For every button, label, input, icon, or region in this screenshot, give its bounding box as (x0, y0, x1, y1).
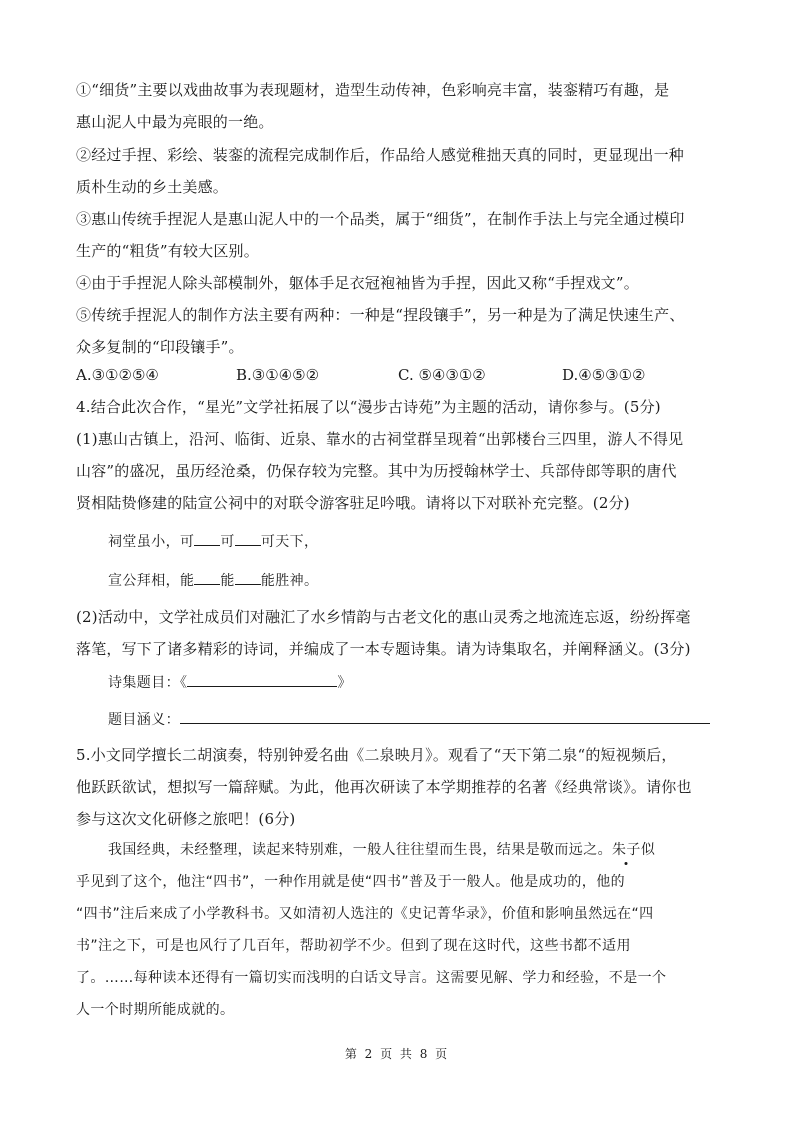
couplet-lower-blank-1[interactable] (194, 570, 220, 585)
couplet-lower (108, 570, 318, 591)
couplet-upper-part-3: 可天下， (260, 534, 319, 550)
page-number-footer: 第 2 页 共 8 页 (344, 1047, 450, 1061)
option-b: B.③①④⑤② (236, 366, 320, 384)
anthology-title-blank[interactable] (187, 672, 337, 687)
q3-item-2-line-1: ②经过手捏、彩绘、装銮的流程完成制作后，作品给人感觉稚拙天真的同时，更显现出一种 (76, 146, 685, 164)
option-c: C. ⑤④③①② (398, 366, 486, 384)
option-d: D.④⑤③①② (562, 366, 646, 384)
couplet-lower-blank-2[interactable] (235, 570, 261, 585)
anthology-meaning-label: 题目涵义： (108, 712, 180, 728)
quote-line-3: “四书”注后来成了小学教科书。又如清初人选注的《史记菁华录》，价值和影响虽然远在“四 (76, 906, 654, 922)
quote-line-1 (108, 840, 655, 860)
q3-item-4: ④由于手捏泥人除头部模制外，躯体手足衣冠袍袖皆为手捏，因此又称“手捏戏文”。 (76, 274, 639, 292)
quote-line-4: 书”注之下，可是也风行了几百年，帮助初学不少。但到了现在这时代，这些书都不适用 (76, 938, 631, 954)
couplet-upper (108, 531, 318, 552)
q3-item-2-line-2: 质朴生动的乡土美感。 (76, 178, 229, 196)
anthology-meaning-blank[interactable] (180, 709, 710, 724)
q4-p1-line-3: 贤相陆贽修建的陆宣公祠中的对联令游客驻足吟哦。请将以下对联补充完整。(2分) (76, 494, 630, 512)
anthology-meaning-row (108, 709, 710, 730)
couplet-upper-blank-2[interactable] (235, 531, 261, 546)
couplet-lower-part-2: 能 (220, 573, 235, 589)
quote-line-5: 了。……每种读本还得有一篇切实而浅明的白话文导言。这需要见解、学力和经验，不是一个 (76, 970, 667, 986)
q4-stem: 4.结合此次合作，“星光”文学社拓展了以“漫步古诗苑”为主题的活动，请你参与。(5分) (76, 398, 661, 416)
anthology-title-close: 》 (337, 675, 352, 691)
q4-p2-line-1: (2)活动中，文学社成员们对融汇了水乡情韵与古老文化的惠山灵秀之地流连忘返，纷纷挥毫 (76, 608, 691, 626)
couplet-upper-part-1: 祠堂虽小，可 (108, 534, 195, 550)
option-a: A.③①②⑤④ (76, 366, 159, 384)
couplet-lower-part-3: 能胜神。 (260, 573, 319, 589)
q5-stem-line-3: 参与这次文化研修之旅吧！(6分) (76, 810, 296, 828)
couplet-upper-part-2: 可 (220, 534, 235, 550)
q3-item-1-line-2: 惠山泥人中最为亮眼的一绝。 (76, 113, 274, 131)
emphasis-dotted-word: 朱子 (612, 842, 641, 858)
q4-p1-line-2: 山容”的盛况，虽历经沧桑，仍保存较为完整。其中为历授翰林学士、兵部侍郎等职的唐代 (76, 462, 677, 480)
q3-item-5-line-2: 众多复制的“印段镶手”。 (76, 338, 244, 356)
quote-line-1-text: 我国经典，未经整理，读起来特别难，一般人往往望而生畏，结果是敬而远之。 (108, 842, 612, 858)
q4-p2-line-2: 落笔，写下了诸多精彩的诗词，并编成了一本专题诗集。请为诗集取名，并阐释涵义。(3分) (76, 640, 691, 658)
couplet-lower-part-1: 宣公拜相，能 (108, 573, 195, 589)
quote-line-2: 乎见到了这个，他注“四书”，一种作用就是使“四书”普及于一般人。他是成功的，他的 (76, 874, 626, 890)
q3-item-3-line-1: ③惠山传统手捏泥人是惠山泥人中的一个品类，属于“细货”，在制作手法上与完全通过模印 (76, 210, 685, 228)
q3-item-5-line-1: ⑤传统手捏泥人的制作方法主要有两种：一种是“捏段镶手”，另一种是为了满足快速生产、 (76, 306, 685, 324)
q3-item-1-line-1: ①“细货”主要以戏曲故事为表现题材，造型生动传神，色彩响亮丰富，装銮精巧有趣，是 (76, 81, 670, 99)
q3-item-3-line-2: 生产的“粗货”有较大区别。 (76, 242, 259, 260)
quote-line-6: 人一个时期所能成就的。 (76, 1002, 235, 1018)
quote-line-1-tail: 似 (640, 842, 656, 858)
q5-stem-line-1: 5.小文同学擅长二胡演奏，特别钟爱名曲《二泉映月》。观看了“天下第二泉“的短视频后， (76, 746, 677, 764)
anthology-title-row (108, 672, 352, 693)
anthology-title-label: 诗集题目：《 (108, 675, 188, 691)
couplet-upper-blank-1[interactable] (194, 531, 220, 546)
q4-p1-line-1: (1)惠山古镇上，沿河、临街、近泉、靠水的古祠堂群呈现着“出郭楼台三四里，游人不得见 (76, 430, 684, 448)
q5-stem-line-2: 他跃跃欲试，想拟写一篇辞赋。为此，他再次研读了本学期推荐的名著《经典常谈》。请你也 (76, 778, 692, 796)
